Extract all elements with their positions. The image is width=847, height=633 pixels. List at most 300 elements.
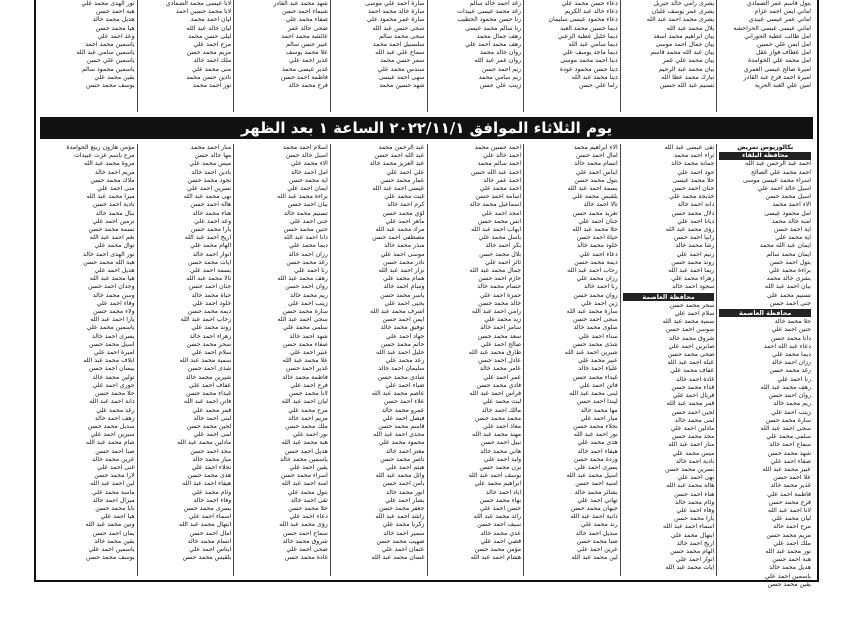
name-entry: هبة احمد حسن <box>95 8 135 16</box>
name-entry: ياسمين احمد علي <box>764 572 811 580</box>
name-entry: حلا محمد عبد الله <box>572 226 618 234</box>
name-entry: مرح محمد علي <box>288 406 328 414</box>
name-entry: مرح باسم عزت عبيدات <box>73 152 135 160</box>
name-entry: نور الهدى محمد علي <box>81 0 135 7</box>
name-entry: امل محمود عيسى <box>764 209 811 217</box>
name-entry: عبد الله احمد حسن <box>374 152 425 160</box>
name-entry: منى احمد علي <box>97 185 135 193</box>
name-entry: روان احمد حسن <box>285 283 328 291</box>
name-entry: بلال محمد عبد الله <box>666 24 715 32</box>
name-entry: توفيق محمد خالد <box>380 324 425 332</box>
name-entry: ليان احمد عبد الله <box>281 398 328 406</box>
name-entry: هالة احمد حسن <box>190 201 232 209</box>
name-entry: سلام احمد علي <box>674 310 715 318</box>
name-entry: سجى احمد عبد الله <box>277 316 328 324</box>
name-entry: رعد محمد علي <box>385 357 425 365</box>
name-entry: بتول محمد علي <box>287 488 328 496</box>
name-entry: سهى احمد عيسى <box>378 73 425 81</box>
name-entry: عاصم محمد عبد الله <box>371 390 425 398</box>
name-entry: سجى احمد حسن <box>573 316 618 324</box>
name-entry: يوسف احمد عبد الله <box>468 472 522 480</box>
bottom-column <box>523 144 620 576</box>
name-entry: ميس محمد علي <box>189 160 232 168</box>
name-entry: خلود احمد علي <box>192 299 232 307</box>
name-entry: اسيل خالد حسن <box>285 152 328 160</box>
name-entry: علا محمد يوسف <box>285 49 328 57</box>
name-entry: ليلى حسن محمد <box>188 32 232 40</box>
name-entry: انوار احمد علي <box>675 556 715 564</box>
name-entry: جيهان محمد حسن <box>570 504 618 512</box>
name-entry: ايهاب احمد عبد الله <box>471 226 522 234</box>
name-entry: نجلاء محمد حسن <box>573 422 618 430</box>
name-entry: ضحى خالد عمر <box>288 24 328 32</box>
governorate-tag: محافظة العاصمة <box>623 293 715 301</box>
name-entry: مرح احمد خالد <box>773 523 811 531</box>
name-entry: ميار محمد خالد <box>192 455 232 463</box>
name-entry: سجود احمد خالد <box>672 283 715 291</box>
name-entry: عبير احمد علي <box>289 349 328 357</box>
name-entry: ابتهال محمد علي <box>670 531 715 539</box>
name-entry: عامر محمد خالد <box>479 365 522 373</box>
name-entry: فادي محمد حسن <box>476 381 522 389</box>
name-entry: بلقيس محمد حسن <box>182 554 232 562</box>
name-entry: رهف احمد خالد <box>94 414 135 422</box>
name-entry: اسماء احمد عبد الله <box>663 523 715 531</box>
name-entry: ياسمين محمد خالد <box>280 455 328 463</box>
name-entry: وسام احمد خالد <box>383 283 425 291</box>
name-entry: سماح احمد حسن <box>282 529 328 537</box>
name-entry: غيداء محمد حسن <box>186 390 232 398</box>
name-entry: حاتم محمد حسن <box>380 340 425 348</box>
name-entry: مها محمد خالد <box>580 406 618 414</box>
name-entry: احمد عبد الرحمن عبد الله <box>745 160 811 168</box>
name-entry: بيان محمد علي عمر <box>662 57 715 65</box>
name-entry: رغد محمد علي <box>96 406 135 414</box>
bottom-name-list <box>40 144 813 588</box>
name-entry: امنية احمد حسن <box>575 480 618 488</box>
name-entry: فرح محمد خالد <box>288 82 328 90</box>
name-entry: رند محمد علي <box>580 521 618 529</box>
name-entry: تهاني احمد علي <box>577 496 618 504</box>
name-entry: معاذ احمد علي <box>482 422 522 430</box>
name-entry: سلام احمد علي <box>191 349 232 357</box>
name-entry: بيان احمد حسن <box>287 201 328 209</box>
name-entry: جنان احمد حسن <box>188 283 232 291</box>
name-entry: نور احمد محمد <box>192 82 232 90</box>
name-entry: روان احمد حسن <box>768 392 811 400</box>
name-entry: وليد احمد علي <box>483 455 522 463</box>
name-entry: رنا احمد علي <box>294 267 328 275</box>
name-entry: ياسمين محمد احمد <box>85 41 135 49</box>
name-entry: ضحى محمد حسن <box>667 351 715 359</box>
name-entry: رزان احمد خالد <box>288 250 328 258</box>
name-entry: امل عطاف فواز عقل <box>755 49 811 57</box>
name-entry: نور احمد عبد الله <box>573 431 618 439</box>
name-entry: اشرف محمد عبد الله <box>369 308 425 316</box>
name-entry: رزان احمد خالد <box>771 359 811 367</box>
name-entry: اماني عيسى عيسى الحراحشة <box>733 24 811 32</box>
name-entry: يسرى محمد حسن <box>183 504 232 512</box>
name-entry: نهى احمد علي <box>677 474 715 482</box>
name-entry: رهف محمد عبد الله <box>277 275 328 283</box>
name-entry: علا محمد عبد الله <box>282 357 328 365</box>
name-entry: غسان محمد عبد الله <box>371 554 425 562</box>
name-entry: سناء احمد علي <box>578 332 618 340</box>
name-entry: بيان احمد عبد الله <box>764 283 811 291</box>
name-entry: سعد محمد حسن <box>477 332 522 340</box>
name-entry: تغريد محمد حسن <box>572 209 618 217</box>
name-entry: تسنيم عبد الله حسين <box>659 82 715 90</box>
name-entry: عيسى احمد عبد الله <box>372 185 425 193</box>
name-entry: روند محمد علي <box>191 324 232 332</box>
name-entry: سمية محمد عبد الله <box>662 318 715 326</box>
name-entry: لارا محمد حسن <box>94 472 135 480</box>
name-entry: ملك احمد علي <box>773 539 811 547</box>
name-entry: سلمى محمد علي <box>766 433 811 441</box>
exam-date-banner <box>40 117 813 139</box>
name-entry: سليمان احمد خالد <box>378 365 425 373</box>
name-entry: هالة محمد عبد الله <box>666 482 715 490</box>
top-column <box>716 0 813 112</box>
name-entry: يارا محمد حسن <box>190 226 232 234</box>
name-entry: ديمة محمد حسن <box>574 258 618 266</box>
name-entry: مريم احمد خالد <box>288 414 328 422</box>
name-entry: يقين احمد علي <box>289 463 328 471</box>
name-entry: سلوى محمد خالد <box>573 324 618 332</box>
name-entry: سارة محمد حسن <box>765 416 811 424</box>
name-entry: وفاء احمد علي <box>676 506 715 514</box>
name-entry: قمر محمد عبد الله <box>666 400 715 408</box>
name-entry: منار احمد محمد <box>190 144 232 151</box>
name-entry: نبيل احمد حسن <box>480 439 522 447</box>
name-entry: حنان احمد حسن <box>671 185 715 193</box>
name-entry: فاطمة محمد خالد <box>282 373 328 381</box>
name-entry: شيرين احمد عبد الله <box>564 349 618 357</box>
name-entry: سجى احمد عبد الله <box>760 424 811 432</box>
name-entry: صالح احمد علي <box>480 340 522 348</box>
name-entry: رهف جمال محمد <box>476 32 522 40</box>
top-name-list <box>40 0 813 112</box>
name-entry: عادل احمد حسن <box>477 357 522 365</box>
name-entry: بتول قاسم عمر الصمادي <box>746 0 811 7</box>
name-entry: هيفاء احمد عبد الله <box>182 480 232 488</box>
name-entry: هناء محمد خالد <box>192 209 232 217</box>
name-entry: ليان محمد علي <box>771 515 811 523</box>
name-entry: سحر محمد حسن <box>669 301 715 309</box>
name-entry: يسرى احمد خالد <box>91 332 135 340</box>
name-entry: اماني عمر عيسى عبيدي <box>748 16 811 24</box>
name-entry: انسام محمد خالد <box>187 537 232 545</box>
bottom-column <box>40 144 137 576</box>
name-entry: سماح احمد خالد <box>769 441 811 449</box>
name-entry: قاسم محمد حسن <box>378 422 425 430</box>
name-entry: لجين احمد حسن <box>671 408 715 416</box>
name-entry: هناء احمد حسن <box>674 490 715 498</box>
name-entry: مرح احمد علي <box>193 41 232 49</box>
name-entry: ابراهيم محمد علي <box>474 480 522 488</box>
name-entry: منى محمد علي <box>191 65 232 73</box>
name-entry: بلقيس محمد علي <box>572 193 618 201</box>
bottom-column <box>427 144 524 576</box>
name-entry: ديما محمد علي <box>772 351 811 359</box>
name-entry: ياسمين محمود سالم <box>81 65 135 73</box>
name-entry: وفاء احمد علي <box>96 299 135 307</box>
name-entry: جود احمد علي <box>677 168 715 176</box>
name-entry: سجى محمد سالم <box>379 32 425 40</box>
name-entry: فيصل احمد علي <box>382 414 425 422</box>
name-entry: اسماعيل محمد خالد <box>469 201 522 209</box>
name-entry: الاء ابراهيم محمد <box>573 144 618 151</box>
name-entry: بلال محمد حسن <box>479 250 522 258</box>
name-entry: ميرال احمد خالد <box>92 496 135 504</box>
bottom-column <box>330 144 427 576</box>
name-entry: امل احمد خالد <box>291 168 328 176</box>
name-entry: رغد محمد عيسى عبيدات <box>457 8 522 16</box>
name-entry: لمى محمد خالد <box>674 416 715 424</box>
name-entry: ملك احمد خالد <box>193 57 232 65</box>
name-entry: وائل محمد عبد الله <box>375 472 425 480</box>
name-entry: ثائر احمد علي <box>485 258 522 266</box>
name-entry: سماح علي عبد الله <box>375 49 425 57</box>
name-entry: نبال محمد خالد <box>95 209 135 217</box>
name-entry: نادية احمد حسن <box>92 201 135 209</box>
name-entry: محمود محمد علي <box>378 439 425 447</box>
name-entry: خديجة محمد علي <box>669 193 715 201</box>
name-entry: حلا محمد خالد <box>774 318 811 326</box>
name-entry: غدير احمد علي <box>289 57 328 65</box>
name-entry: عرين احمد علي <box>577 545 618 553</box>
name-entry: دلال محمد حسن <box>671 209 715 217</box>
name-entry: دانية احمد عبد الله <box>570 513 618 521</box>
name-entry: بشرى رامي خالد جبريل <box>653 0 715 7</box>
name-entry: يحيى احمد علي <box>384 299 425 307</box>
name-entry: انسام محمد خالد <box>574 160 618 168</box>
name-entry: اميرة احمد فرح عبد القادر <box>743 73 811 81</box>
name-entry: اسيل خالد احمد علي <box>757 185 811 193</box>
name-entry: نادر محمد حسن <box>383 258 425 266</box>
name-entry: براءة محمد عبد الله <box>277 193 328 201</box>
name-entry: سمية محمد عبد الله <box>179 357 232 365</box>
name-entry: ماسة محمد علي <box>91 488 135 496</box>
name-entry: همام محمد علي <box>382 275 425 283</box>
name-entry: ليان احمد محمد <box>190 16 232 24</box>
name-entry: انس محمد حسن <box>477 217 522 225</box>
name-entry: امنة احمد عبد الله <box>281 480 328 488</box>
name-entry: هديل احمد علي <box>94 267 135 275</box>
name-entry: الاء محمد علي <box>290 160 328 168</box>
name-entry: شيماء احمد حسن <box>282 8 328 16</box>
name-entry: امجد احمد علي <box>481 209 522 217</box>
name-entry: غيداء محمد حسن <box>572 373 618 381</box>
name-entry: عبير حسن سالم <box>285 41 328 49</box>
name-entry: ديمة محمد حسن <box>187 308 232 316</box>
name-entry: سارة خالد محمد احمد <box>367 8 425 16</box>
name-entry: نجود محمد حسن <box>187 176 232 184</box>
name-entry: وتين محمد عبد الله <box>85 521 135 529</box>
name-entry: احمد محمد علي <box>479 185 522 193</box>
name-entry: لؤي محمد حسن <box>382 209 425 217</box>
name-entry: شادي محمد حسن <box>377 373 425 381</box>
name-entry: هاني محمد خالد <box>480 447 522 455</box>
name-entry: ريم احمد حسن <box>481 65 522 73</box>
name-entry: رحاب احمد عبد الله <box>180 316 232 324</box>
name-entry: روان خالد محمد <box>479 49 522 57</box>
top-column <box>620 0 717 112</box>
name-entry: اسراء محمد حسن <box>280 472 328 480</box>
top-column <box>233 0 330 112</box>
name-entry: ريم محمد خالد <box>290 291 328 299</box>
name-entry: مؤمن هارون ربيع الحوامدة <box>66 144 135 151</box>
name-entry: حلا محمد حسن <box>288 504 328 512</box>
name-entry: غادة محمد حسن <box>284 554 328 562</box>
name-entry: هبة احمد حسن <box>772 556 811 564</box>
name-entry: امل ايمن علي حسين <box>756 41 811 49</box>
name-entry: نهى محمد عبد الله <box>183 193 232 201</box>
name-entry: جمانة محمد خالد <box>671 160 715 168</box>
name-entry: راما علي حسن <box>578 82 618 90</box>
name-entry: ضحى احمد علي <box>286 545 328 553</box>
name-entry: ريم محمد خالد <box>773 400 811 408</box>
name-entry: سامر احمد خالد <box>480 324 522 332</box>
name-entry: لانا محمد حسن <box>288 390 328 398</box>
name-entry: ديما ماجد يوسف علي <box>562 49 618 57</box>
name-entry: تسنيم محمد خالد <box>283 209 328 217</box>
top-column <box>427 0 524 112</box>
name-entry: صفاء احمد علي <box>770 457 811 465</box>
name-entry: ايلاف محمد عبد الله <box>83 357 135 365</box>
name-entry: ديانا احمد علي <box>677 217 715 225</box>
name-entry: رشا محمد خالد <box>675 242 715 250</box>
name-entry: بشرى خالد محمد <box>766 275 811 283</box>
name-entry: دانة احمد عبد الله <box>89 398 135 406</box>
name-entry: مريم محمد حسن <box>766 531 811 539</box>
name-entry: رؤى محمد عبد الله <box>665 226 715 234</box>
name-entry: امال احمد حسن <box>575 152 618 160</box>
name-entry: طارق محمد عبد الله <box>468 349 522 357</box>
name-entry: سديل محمد حسن <box>87 422 135 430</box>
name-entry: ايمان عبد الله محمد <box>759 242 811 250</box>
name-entry: هدى محمد علي <box>577 439 618 447</box>
name-entry: هيثم احمد علي <box>386 463 425 471</box>
name-entry: علياء احمد خالد <box>578 365 618 373</box>
name-entry: حياة احمد حسن <box>576 234 618 242</box>
name-entry: منار احمد عبد الله <box>668 441 715 449</box>
name-entry: سلسبيل احمد محمد <box>372 41 425 49</box>
name-entry: عبلة احمد عبد الله <box>667 359 715 367</box>
name-entry: هبة محمد عبد الله <box>281 439 328 447</box>
name-entry: رنا احمد خالد <box>584 283 618 291</box>
name-entry: قصي احمد علي <box>480 537 522 545</box>
name-entry: عرين محمد خالد <box>92 455 135 463</box>
name-entry: ديما حسين محمد العبد <box>560 24 618 32</box>
name-entry: يارا احمد عبد الله <box>90 316 135 324</box>
name-entry: لمى احمد علي <box>193 431 232 439</box>
bottom-column <box>716 144 813 588</box>
name-entry: رنا سالم محمد عيسى <box>465 24 522 32</box>
name-entry: رنيم احمد علي <box>676 250 715 258</box>
name-entry: يوسف محمد حسن <box>85 82 135 90</box>
name-entry: سيرين احمد علي <box>90 431 135 439</box>
name-entry: اريج احمد خالد <box>676 539 715 547</box>
name-entry: سوسن احمد حسن <box>665 326 715 334</box>
name-entry: ياسمين احمد علي <box>88 545 135 553</box>
name-entry: هيا احمد علي <box>100 513 135 521</box>
name-entry: ليندا احمد حسن <box>576 398 618 406</box>
name-entry: يسرى احمد علي <box>575 463 618 471</box>
name-entry: ماهر احمد علي <box>385 217 425 225</box>
name-entry: لبنى محمد عبد الله <box>569 390 618 398</box>
name-entry: مهند محمد عبد الله <box>472 431 522 439</box>
name-entry: نادين احمد خالد <box>191 168 232 176</box>
name-entry: صبا احمد حسن <box>95 447 135 455</box>
name-entry: ليان خالد عبد الله <box>186 24 232 32</box>
name-entry: بتول محمد حسن <box>574 176 618 184</box>
name-entry: اية محمد حسن <box>288 176 328 184</box>
name-entry: نايا محمد حسن <box>95 504 135 512</box>
name-entry: دعاء حسن محمد علي <box>561 0 618 7</box>
name-entry: مجد احمد حسن <box>190 447 232 455</box>
name-entry: لين محمد عبد الله <box>571 554 618 562</box>
name-entry: غدير محمد خالد <box>770 482 811 490</box>
name-entry: فرح محمد حسن <box>768 498 811 506</box>
name-entry: سارة احمد علي موسى <box>365 0 425 7</box>
name-entry: زينب علي حسن <box>479 82 522 90</box>
name-entry: حلا محمد حسن <box>94 390 135 398</box>
name-entry: سارة محمد عبد الله <box>566 308 618 316</box>
name-entry: عمار محمد حسن <box>380 176 425 184</box>
name-entry: مجد محمد حسن <box>671 433 715 441</box>
name-entry: لين احمد عبد الله <box>90 480 135 488</box>
name-entry: خليل احمد عبد الله <box>376 349 425 357</box>
name-entry: لانا محمد حسين احمد <box>175 8 232 16</box>
name-entry: فداء محمد حسن <box>671 383 715 391</box>
name-entry: شهد محمد حسن <box>767 449 811 457</box>
name-entry: روند محمد حسن <box>671 258 715 266</box>
name-entry: غنى احمد علي <box>97 463 135 471</box>
name-entry: بشار احمد علي <box>385 496 425 504</box>
name-entry: معتز احمد خالد <box>385 447 425 455</box>
name-entry: بكر احمد خالد <box>485 242 522 250</box>
name-entry: وردة محمد حسن <box>573 455 618 463</box>
name-entry: عبير محمد عبد الله <box>762 465 811 473</box>
name-entry: لانا عيسى محمد الصمادي <box>165 0 232 7</box>
name-entry: كرم احمد خالد <box>387 201 425 209</box>
section-title: بكالوريوس تمريض <box>737 144 794 151</box>
name-entry: شذى محمد حسن <box>572 340 618 348</box>
name-entry: حنين احمد علي <box>771 326 811 334</box>
name-entry: محمد محمد حسن <box>474 414 522 422</box>
banner-text: يوم الثلاثاء الموافق ٢٠٢٢/١١/١ الساعة ١ بعد الظهر <box>240 119 613 137</box>
name-entry: الاء احمد محمد <box>772 201 811 209</box>
name-entry: هديل محمد خالد <box>769 564 811 572</box>
name-entry: احمد عمر خالد <box>483 176 522 184</box>
name-entry: سمر حسن محمد <box>380 57 425 65</box>
name-entry: سلمى محمد علي <box>282 324 328 332</box>
name-entry: راشد احمد عبد الله <box>375 513 425 521</box>
bottom-column <box>620 144 717 576</box>
name-entry: وجدان احمد حسن <box>87 283 135 291</box>
name-entry: حلا محمد عيسى <box>672 176 715 184</box>
name-entry: ثراء احمد محمد <box>674 152 715 160</box>
name-entry: مؤمن محمد حسن <box>474 545 522 553</box>
name-entry: اسراء محمد عيسى موسى <box>742 176 811 184</box>
name-entry: ليث محمد علي <box>482 398 522 406</box>
name-entry: ولاء محمد حسن <box>93 308 135 316</box>
name-entry: منذر محمد خالد <box>384 242 425 250</box>
name-entry: ضياء احمد علي <box>385 381 425 389</box>
name-entry: سندس محمد علي <box>377 65 425 73</box>
name-entry: وعد احمد علي <box>97 32 135 40</box>
